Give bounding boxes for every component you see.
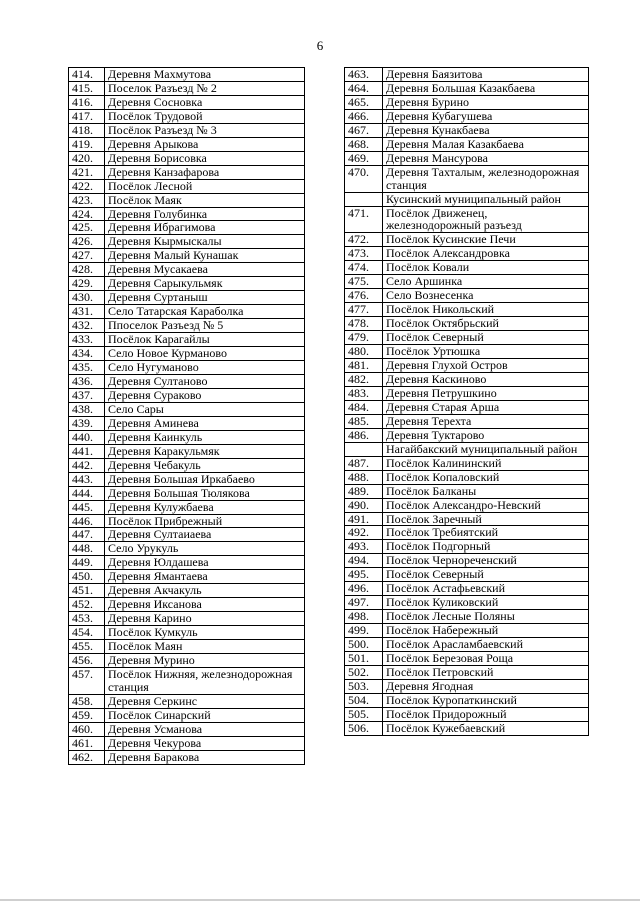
settlement-name: Посёлок Набережный bbox=[383, 624, 589, 638]
row-number: 452. bbox=[69, 598, 105, 612]
table-row bbox=[345, 456, 589, 470]
row-number: 415. bbox=[69, 81, 105, 95]
table-row bbox=[69, 81, 305, 95]
settlement-name: Деревня Чекурова bbox=[105, 736, 305, 750]
table-row bbox=[69, 402, 305, 416]
table-row bbox=[69, 109, 305, 123]
row-number: 502. bbox=[345, 665, 383, 679]
settlement-name: Деревня Ямантаева bbox=[105, 570, 305, 584]
settlement-name: Посёлок Подгорный bbox=[383, 540, 589, 554]
row-number: 479. bbox=[345, 331, 383, 345]
table-row bbox=[69, 736, 305, 750]
settlement-name: Деревня Баракова bbox=[105, 750, 305, 764]
table-row bbox=[345, 638, 589, 652]
settlement-name: Посёлок Александро-Невский bbox=[383, 498, 589, 512]
row-number: 478. bbox=[345, 317, 383, 331]
row-number: 481. bbox=[345, 359, 383, 373]
row-number: 458. bbox=[69, 694, 105, 708]
row-number: 494. bbox=[345, 554, 383, 568]
table-row bbox=[345, 582, 589, 596]
settlement-name: Посёлок Северный bbox=[383, 331, 589, 345]
district-name: Кусинский муниципальный район bbox=[383, 192, 589, 206]
table-row bbox=[345, 568, 589, 582]
table-row bbox=[345, 247, 589, 261]
settlement-name: Деревня Каинкуль bbox=[105, 430, 305, 444]
row-number: 453. bbox=[69, 612, 105, 626]
table-row bbox=[69, 640, 305, 654]
settlement-name: Село Сары bbox=[105, 402, 305, 416]
row-number: 462. bbox=[69, 750, 105, 764]
table-row bbox=[345, 400, 589, 414]
table-row bbox=[69, 319, 305, 333]
settlement-name: Деревня Ягодная bbox=[383, 679, 589, 693]
table-row bbox=[345, 610, 589, 624]
settlement-name: Деревня Большая Иркабаево bbox=[105, 472, 305, 486]
table-row bbox=[69, 291, 305, 305]
row-number: 422. bbox=[69, 179, 105, 193]
row-number: 477. bbox=[345, 303, 383, 317]
table-row bbox=[345, 652, 589, 666]
table-row bbox=[345, 596, 589, 610]
table-row bbox=[345, 359, 589, 373]
row-number: 461. bbox=[69, 736, 105, 750]
table-row bbox=[345, 165, 589, 192]
row-number: 465. bbox=[345, 95, 383, 109]
table-row bbox=[69, 598, 305, 612]
table-row bbox=[345, 206, 589, 233]
row-number: 427. bbox=[69, 249, 105, 263]
settlement-name: Деревня Усманова bbox=[105, 722, 305, 736]
row-number: 476. bbox=[345, 289, 383, 303]
table-row bbox=[345, 151, 589, 165]
row-number: 486. bbox=[345, 428, 383, 442]
table-row bbox=[69, 626, 305, 640]
table-row bbox=[69, 500, 305, 514]
row-number: 459. bbox=[69, 708, 105, 722]
row-number: 426. bbox=[69, 235, 105, 249]
row-number: 454. bbox=[69, 626, 105, 640]
row-number: 455. bbox=[69, 640, 105, 654]
row-number: 460. bbox=[69, 722, 105, 736]
table-row bbox=[69, 95, 305, 109]
row-number: 501. bbox=[345, 652, 383, 666]
table-row bbox=[345, 137, 589, 151]
table-row bbox=[69, 612, 305, 626]
row-number: 484. bbox=[345, 400, 383, 414]
settlement-name: Деревня Сосновка bbox=[105, 95, 305, 109]
settlement-name: Посёлок Карагайлы bbox=[105, 333, 305, 347]
row-number: 417. bbox=[69, 109, 105, 123]
row-number: 456. bbox=[69, 654, 105, 668]
settlement-name: Деревня Мусакаева bbox=[105, 263, 305, 277]
table-row bbox=[345, 95, 589, 109]
settlement-name: Посёлок Уртюшка bbox=[383, 345, 589, 359]
settlement-name: Деревня Мансурова bbox=[383, 151, 589, 165]
table-row bbox=[69, 472, 305, 486]
settlement-name: Село Урукуль bbox=[105, 542, 305, 556]
settlement-name: Посёлок Никольский bbox=[383, 303, 589, 317]
settlement-name: Деревня Тахталым, железнодорожная станция bbox=[383, 165, 589, 192]
table-row bbox=[69, 570, 305, 584]
table-row bbox=[69, 444, 305, 458]
table-row bbox=[69, 207, 305, 221]
table-row bbox=[69, 542, 305, 556]
row-number: 429. bbox=[69, 277, 105, 291]
row-number: 435. bbox=[69, 361, 105, 375]
table-row bbox=[345, 484, 589, 498]
row-number: 480. bbox=[345, 345, 383, 359]
table-row bbox=[345, 317, 589, 331]
table-row bbox=[69, 193, 305, 207]
table-row bbox=[69, 221, 305, 235]
settlement-name: Деревня Бурино bbox=[383, 95, 589, 109]
settlement-name: Посёлок Александровка bbox=[383, 247, 589, 261]
settlement-name: Деревня Махмутова bbox=[105, 68, 305, 82]
table-row bbox=[345, 289, 589, 303]
table-row bbox=[69, 305, 305, 319]
table-row bbox=[345, 721, 589, 735]
settlement-name: Деревня Каскиново bbox=[383, 372, 589, 386]
row-number: 474. bbox=[345, 261, 383, 275]
row-number: 496. bbox=[345, 582, 383, 596]
table-row bbox=[69, 416, 305, 430]
row-number: 492. bbox=[345, 526, 383, 540]
settlement-name: Посёлок Нижняя, железнодорожная станция bbox=[105, 667, 305, 694]
table-row bbox=[69, 708, 305, 722]
row-number: 506. bbox=[345, 721, 383, 735]
page-number: 6 bbox=[316, 38, 324, 53]
table-row bbox=[345, 470, 589, 484]
settlement-name: Посёлок Заречный bbox=[383, 512, 589, 526]
row-number: 425. bbox=[69, 221, 105, 235]
settlement-name: Посёлок Кумкуль bbox=[105, 626, 305, 640]
settlement-name: Деревня Кулужбаева bbox=[105, 500, 305, 514]
table-row bbox=[345, 109, 589, 123]
settlement-name: Деревня Терехта bbox=[383, 414, 589, 428]
settlement-name: Деревня Кырмыскалы bbox=[105, 235, 305, 249]
table-row bbox=[345, 275, 589, 289]
settlement-name: Село Новое Курманово bbox=[105, 347, 305, 361]
table-row bbox=[69, 374, 305, 388]
table-row bbox=[345, 693, 589, 707]
row-number: 499. bbox=[345, 624, 383, 638]
settlement-name: Посёлок Придорожный bbox=[383, 707, 589, 721]
settlement-name: Деревня Петрушкино bbox=[383, 386, 589, 400]
table-row bbox=[345, 123, 589, 137]
settlement-name: Поселок Разъезд № 2 bbox=[105, 81, 305, 95]
table-row bbox=[345, 526, 589, 540]
table-row bbox=[69, 263, 305, 277]
row-number: 482. bbox=[345, 372, 383, 386]
table-row bbox=[69, 750, 305, 764]
table-row bbox=[69, 667, 305, 694]
settlement-name: Деревня Чебакуль bbox=[105, 458, 305, 472]
bottom-edge-line bbox=[0, 899, 640, 901]
row-number: 436. bbox=[69, 374, 105, 388]
table-row bbox=[69, 694, 305, 708]
row-number: 457. bbox=[69, 667, 105, 694]
table-row bbox=[345, 261, 589, 275]
settlement-name: Деревня Сарыкульмяк bbox=[105, 277, 305, 291]
table-row bbox=[345, 68, 589, 82]
settlement-name: Посёлок Октябрьский bbox=[383, 317, 589, 331]
table-row bbox=[69, 277, 305, 291]
table-row bbox=[69, 722, 305, 736]
settlement-name: Посёлок Маяк bbox=[105, 193, 305, 207]
row-number: 439. bbox=[69, 416, 105, 430]
row-number: 503. bbox=[345, 679, 383, 693]
settlement-name: Деревня Серкинс bbox=[105, 694, 305, 708]
settlement-name: Посёлок Калининский bbox=[383, 456, 589, 470]
row-number: 464. bbox=[345, 81, 383, 95]
settlement-name: Посёлок Разъезд № 3 bbox=[105, 123, 305, 137]
district-header-row bbox=[345, 442, 589, 456]
row-number: 446. bbox=[69, 514, 105, 528]
table-row bbox=[69, 430, 305, 444]
settlement-name: Село Вознесенка bbox=[383, 289, 589, 303]
settlement-name: Посёлок Трудовой bbox=[105, 109, 305, 123]
settlement-name: Деревня Кубагушева bbox=[383, 109, 589, 123]
table-row bbox=[69, 151, 305, 165]
table-row bbox=[345, 414, 589, 428]
row-number: 471. bbox=[345, 206, 383, 233]
settlement-name: Деревня Баязитова bbox=[383, 68, 589, 82]
settlement-name: Посёлок Ковали bbox=[383, 261, 589, 275]
district-name: Нагайбакский муниципальный район bbox=[383, 442, 589, 456]
settlement-name: Посёлок Кужебаевский bbox=[383, 721, 589, 735]
table-row bbox=[69, 584, 305, 598]
settlement-name: Деревня Аминева bbox=[105, 416, 305, 430]
row-number: 416. bbox=[69, 95, 105, 109]
table-row bbox=[345, 372, 589, 386]
settlement-name: Деревня Малая Казакбаева bbox=[383, 137, 589, 151]
row-number bbox=[345, 442, 383, 456]
settlement-name: Деревня Голубинка bbox=[105, 207, 305, 221]
settlement-name: Посёлок Арасламбаевский bbox=[383, 638, 589, 652]
settlement-name: Посёлок Копаловский bbox=[383, 470, 589, 484]
row-number: 441. bbox=[69, 444, 105, 458]
table-row bbox=[69, 333, 305, 347]
table-row bbox=[69, 235, 305, 249]
settlement-name: Посёлок Чернореченский bbox=[383, 554, 589, 568]
row-number: 490. bbox=[345, 498, 383, 512]
settlement-name: Деревня Канзафарова bbox=[105, 165, 305, 179]
district-header-row bbox=[345, 192, 589, 206]
table-row bbox=[69, 556, 305, 570]
row-number: 505. bbox=[345, 707, 383, 721]
table-row bbox=[69, 486, 305, 500]
settlements-table-right bbox=[344, 67, 589, 736]
table-row bbox=[69, 137, 305, 151]
settlement-name: Деревня Большая Казакбаева bbox=[383, 81, 589, 95]
row-number: 470. bbox=[345, 165, 383, 192]
settlement-name: Деревня Мурино bbox=[105, 654, 305, 668]
settlement-name: Посёлок Березовая Роща bbox=[383, 652, 589, 666]
row-number: 491. bbox=[345, 512, 383, 526]
settlement-name: Деревня Иксанова bbox=[105, 598, 305, 612]
row-number: 448. bbox=[69, 542, 105, 556]
table-row bbox=[345, 707, 589, 721]
row-number: 488. bbox=[345, 470, 383, 484]
table-row bbox=[345, 498, 589, 512]
settlement-name: Деревня Ибрагимова bbox=[105, 221, 305, 235]
row-number: 423. bbox=[69, 193, 105, 207]
table-row bbox=[69, 123, 305, 137]
table-row bbox=[69, 165, 305, 179]
row-number: 438. bbox=[69, 402, 105, 416]
settlement-name: Посёлок Прибрежный bbox=[105, 514, 305, 528]
row-number bbox=[345, 192, 383, 206]
row-number: 430. bbox=[69, 291, 105, 305]
row-number: 445. bbox=[69, 500, 105, 514]
settlement-name: Посёлок Петровский bbox=[383, 665, 589, 679]
table-row bbox=[69, 388, 305, 402]
row-number: 493. bbox=[345, 540, 383, 554]
table-row bbox=[69, 249, 305, 263]
row-number: 466. bbox=[345, 109, 383, 123]
settlement-name: Деревня Карино bbox=[105, 612, 305, 626]
row-number: 467. bbox=[345, 123, 383, 137]
table-row bbox=[345, 540, 589, 554]
row-number: 442. bbox=[69, 458, 105, 472]
row-number: 420. bbox=[69, 151, 105, 165]
table-row bbox=[345, 679, 589, 693]
table-row bbox=[69, 179, 305, 193]
settlement-name: Посёлок Маян bbox=[105, 640, 305, 654]
table-row bbox=[345, 665, 589, 679]
row-number: 504. bbox=[345, 693, 383, 707]
settlement-name: Село Аршинка bbox=[383, 275, 589, 289]
row-number: 444. bbox=[69, 486, 105, 500]
row-number: 469. bbox=[345, 151, 383, 165]
row-number: 421. bbox=[69, 165, 105, 179]
settlement-name: Деревня Каракульмяк bbox=[105, 444, 305, 458]
settlement-name: Посёлок Куропаткинский bbox=[383, 693, 589, 707]
row-number: 489. bbox=[345, 484, 383, 498]
table-row bbox=[345, 554, 589, 568]
table-row bbox=[345, 233, 589, 247]
table-row bbox=[345, 624, 589, 638]
table-row bbox=[345, 81, 589, 95]
settlement-name: Посёлок Лесной bbox=[105, 179, 305, 193]
table-row bbox=[69, 514, 305, 528]
row-number: 473. bbox=[345, 247, 383, 261]
settlement-name: Деревня Арыкова bbox=[105, 137, 305, 151]
row-number: 497. bbox=[345, 596, 383, 610]
row-number: 443. bbox=[69, 472, 105, 486]
table-row bbox=[345, 345, 589, 359]
settlement-name: Деревня Сураково bbox=[105, 388, 305, 402]
table-row bbox=[69, 458, 305, 472]
row-number: 450. bbox=[69, 570, 105, 584]
row-number: 483. bbox=[345, 386, 383, 400]
settlement-name: Посёлок Кусинские Печи bbox=[383, 233, 589, 247]
table-row bbox=[69, 361, 305, 375]
row-number: 487. bbox=[345, 456, 383, 470]
settlement-name: Посёлок Астафьевский bbox=[383, 582, 589, 596]
table-row bbox=[345, 303, 589, 317]
settlements-table-left bbox=[68, 67, 305, 765]
table-row bbox=[69, 528, 305, 542]
row-number: 475. bbox=[345, 275, 383, 289]
table-row bbox=[345, 386, 589, 400]
table-row bbox=[69, 347, 305, 361]
row-number: 485. bbox=[345, 414, 383, 428]
settlement-name: Посёлок Движенец, железнодорожный разъезд bbox=[383, 206, 589, 233]
row-number: 418. bbox=[69, 123, 105, 137]
row-number: 434. bbox=[69, 347, 105, 361]
settlement-name: Посёлок Северный bbox=[383, 568, 589, 582]
settlement-name: Деревня Старая Арша bbox=[383, 400, 589, 414]
settlement-name: Деревня Большая Тюлякова bbox=[105, 486, 305, 500]
row-number: 468. bbox=[345, 137, 383, 151]
settlement-name: Деревня Туктарово bbox=[383, 428, 589, 442]
settlement-name: Деревня Суртаныш bbox=[105, 291, 305, 305]
settlement-name: Посёлок Куликовский bbox=[383, 596, 589, 610]
row-number: 414. bbox=[69, 68, 105, 82]
table-row bbox=[345, 331, 589, 345]
row-number: 447. bbox=[69, 528, 105, 542]
settlement-name: Деревня Султаново bbox=[105, 374, 305, 388]
settlement-name: Деревня Султаиаева bbox=[105, 528, 305, 542]
settlement-name: Посёлок Синарский bbox=[105, 708, 305, 722]
row-number: 472. bbox=[345, 233, 383, 247]
row-number: 432. bbox=[69, 319, 105, 333]
table-row bbox=[345, 512, 589, 526]
row-number: 437. bbox=[69, 388, 105, 402]
settlement-name: Село Татарская Караболка bbox=[105, 305, 305, 319]
row-number: 498. bbox=[345, 610, 383, 624]
settlement-name: Деревня Акчакуль bbox=[105, 584, 305, 598]
settlement-name: Деревня Юлдашева bbox=[105, 556, 305, 570]
settlement-name: Посёлок Лесные Поляны bbox=[383, 610, 589, 624]
settlement-name: Деревня Малый Кунашак bbox=[105, 249, 305, 263]
row-number: 424. bbox=[69, 207, 105, 221]
table-row bbox=[69, 654, 305, 668]
row-number: 428. bbox=[69, 263, 105, 277]
row-number: 449. bbox=[69, 556, 105, 570]
row-number: 419. bbox=[69, 137, 105, 151]
settlement-name: Деревня Борисовка bbox=[105, 151, 305, 165]
row-number: 440. bbox=[69, 430, 105, 444]
settlement-name: Посёлок Требиятский bbox=[383, 526, 589, 540]
row-number: 495. bbox=[345, 568, 383, 582]
settlement-name: Деревня Глухой Остров bbox=[383, 359, 589, 373]
settlement-name: Село Нугуманово bbox=[105, 361, 305, 375]
row-number: 451. bbox=[69, 584, 105, 598]
settlement-name: Посёлок Балканы bbox=[383, 484, 589, 498]
row-number: 431. bbox=[69, 305, 105, 319]
settlement-name: Ппоселок Разъезд № 5 bbox=[105, 319, 305, 333]
row-number: 463. bbox=[345, 68, 383, 82]
table-row bbox=[69, 68, 305, 82]
row-number: 433. bbox=[69, 333, 105, 347]
settlement-name: Деревня Кунакбаева bbox=[383, 123, 589, 137]
table-row bbox=[345, 428, 589, 442]
row-number: 500. bbox=[345, 638, 383, 652]
